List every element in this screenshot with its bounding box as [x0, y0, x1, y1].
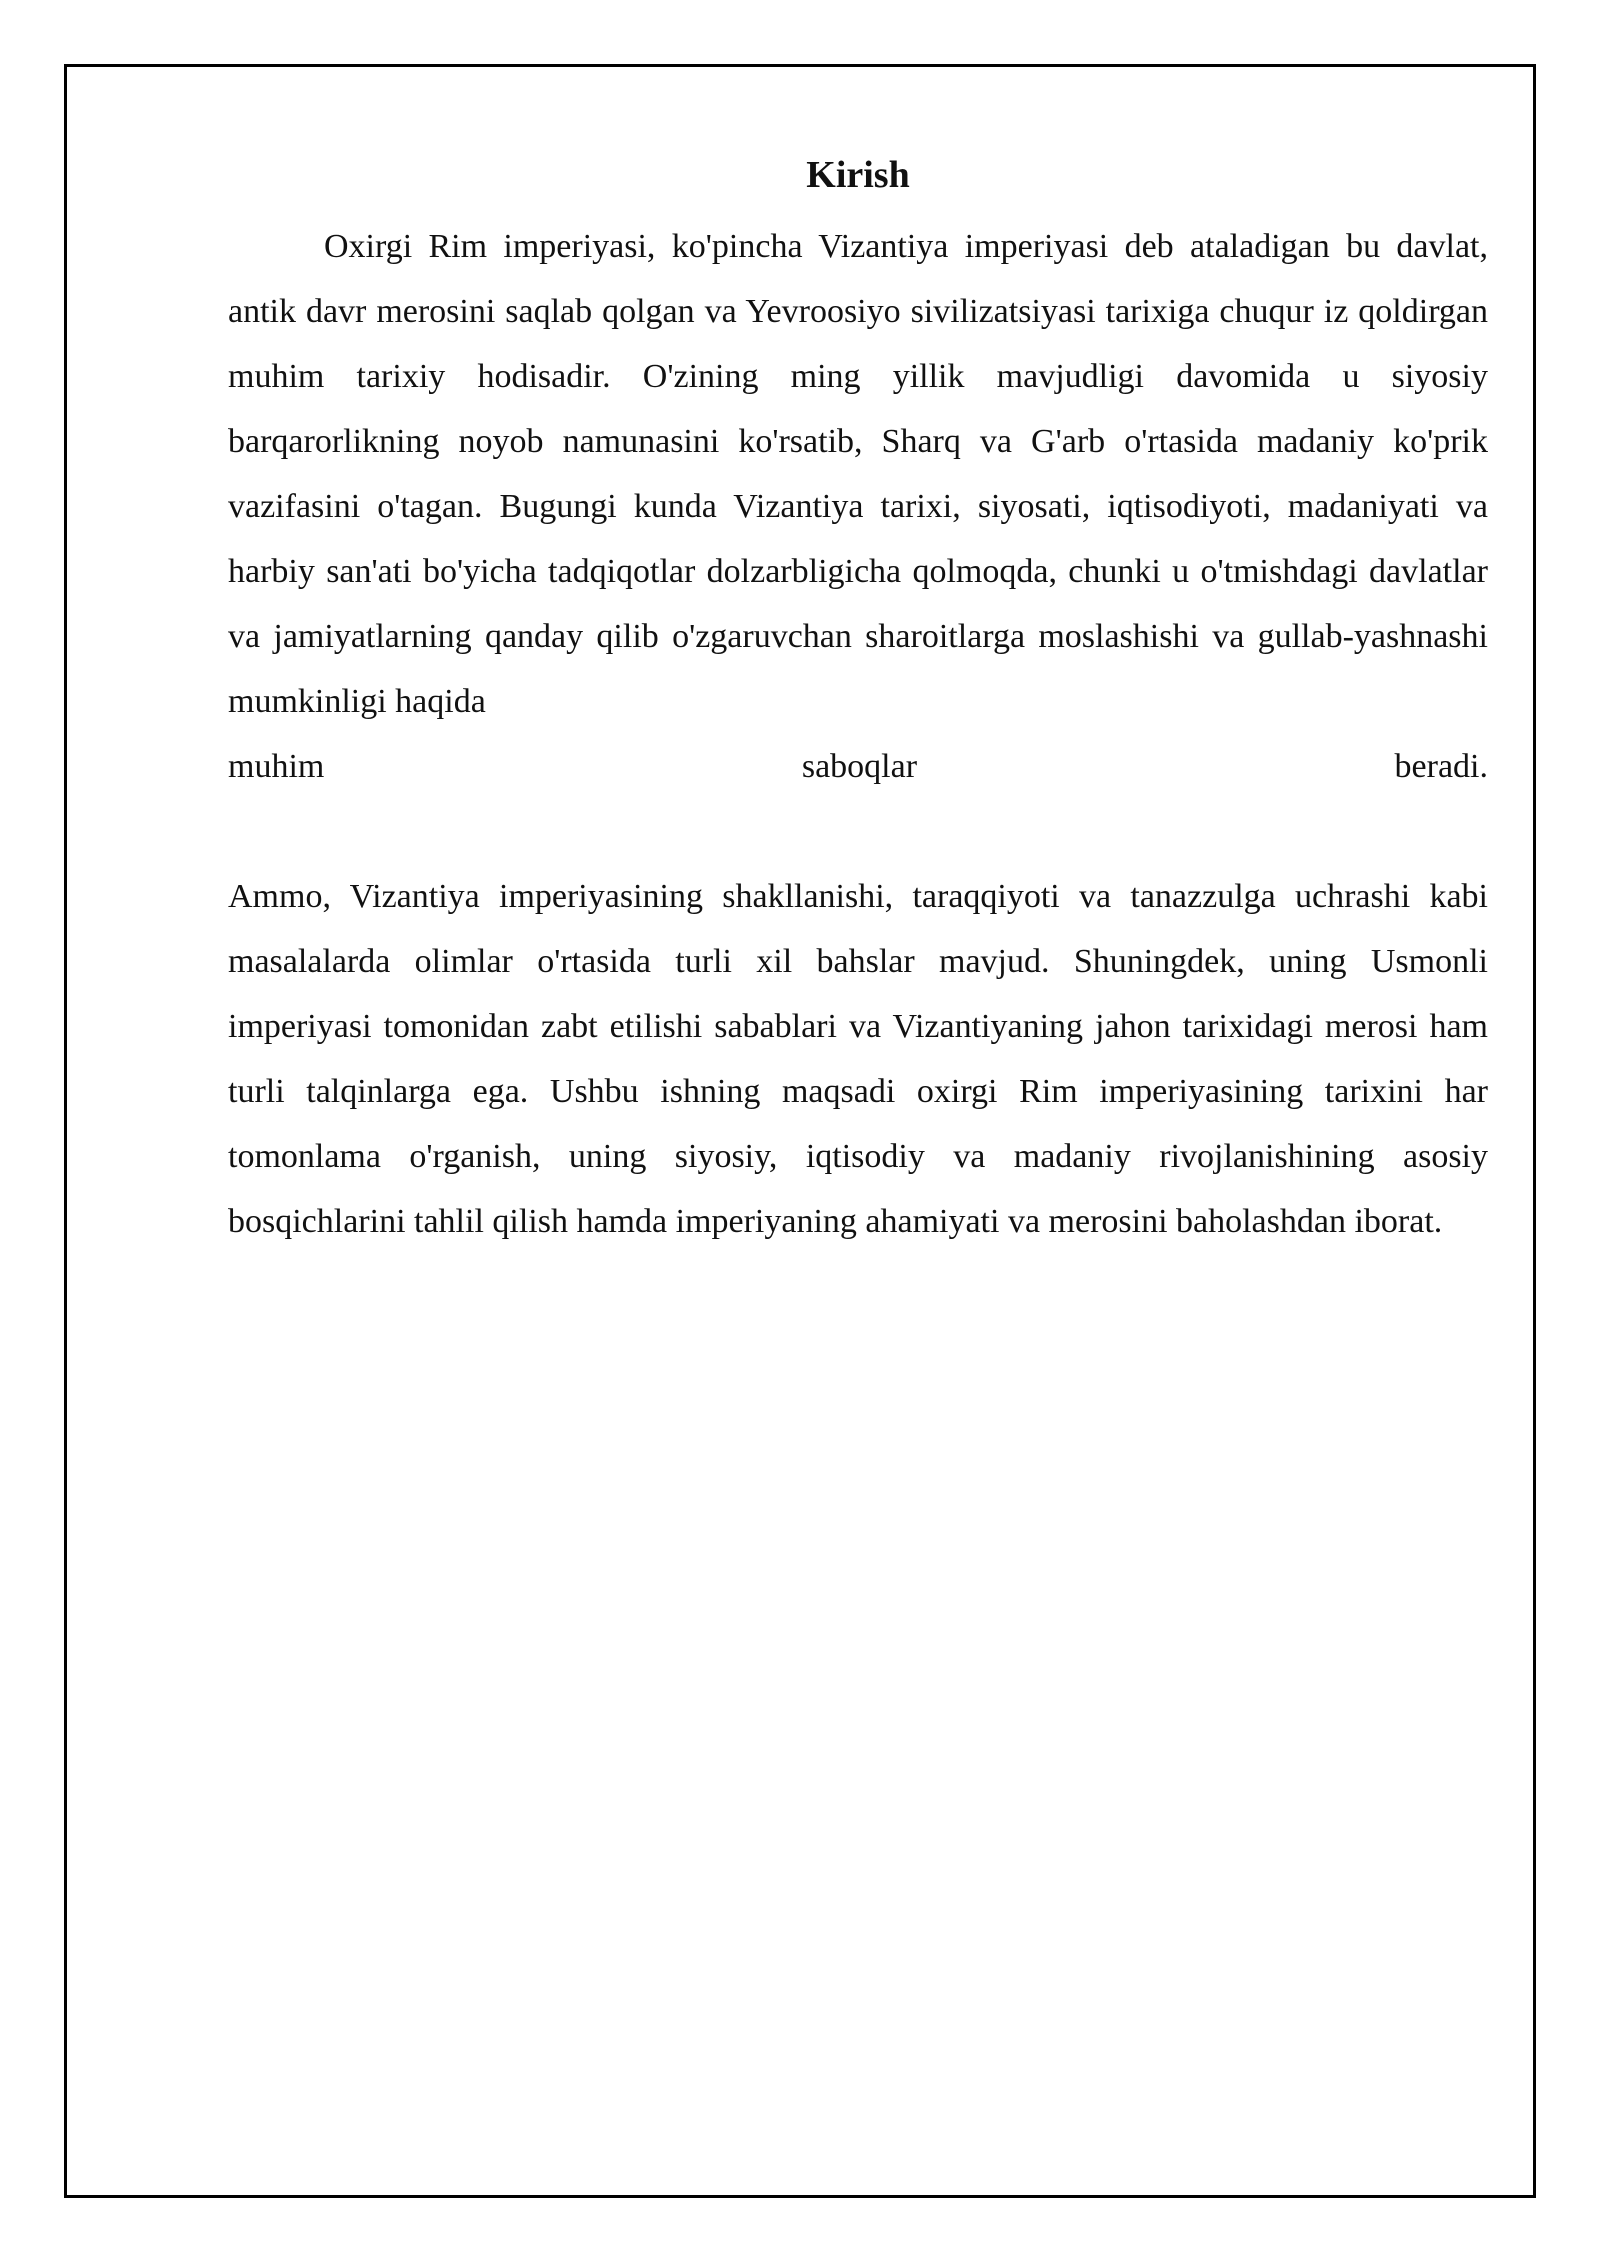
- paragraph-intro-last-line: muhim saboqlar beradi.: [228, 748, 1488, 785]
- paragraph-intro: Oxirgi Rim imperiyasi, ko'pincha Vizantiya imperiyasi deb ataladigan bu davlat, antik davr merosini saqlab qolgan va Yevroosiyo sivilizatsiyasi tarixiga chuqur iz qoldirgan muhim tarixiy hodisadir. O'zining ming yillik mavjudligi davomida u siyosiy barqarorlikning noyob namunasini ko'rsatib, Sharq va G'arb o'rtasida madaniy ko'prik vazifasini o'tagan. Bugungi kunda Vizantiya tarixi, siyosati, iqtisodiyoti, madaniyati va harbiy san'ati bo'yicha tadqiqotlar dolzarbligicha qolmoqda, chunki u o'tmishdagi davlatlar va jamiyatlarning qanday qilib o'zgaruvchan sharoitlarga moslashishi va gullab-yashnashi mumkinligi haqida: [228, 228, 1488, 720]
- document-title: Kirish: [806, 154, 910, 196]
- paragraph-second: Ammo, Vizantiya imperiyasining shakllanishi, taraqqiyoti va tanazzulga uchrashi kabi masalalarda olimlar o'rtasida turli xil bahslar mavjud. Shuningdek, uning Usmonli imperiyasi tomonidan zabt etilishi sabablari va Vizantiyaning jahon tarixidagi merosi ham turli talqinlarga ega. Ushbu ishning maqsadi oxirgi Rim imperiyasining tarixini har tomonlama o'rganish, uning siyosiy, iqtisodiy va madaniy rivojlanishining asosiy bosqichlarini tahlil qilish hamda imperiyaning ahamiyati va merosini baholashdan iborat.: [228, 878, 1488, 1240]
- document-body: [228, 150, 1488, 1254]
- paragraph-gap: [228, 799, 1488, 864]
